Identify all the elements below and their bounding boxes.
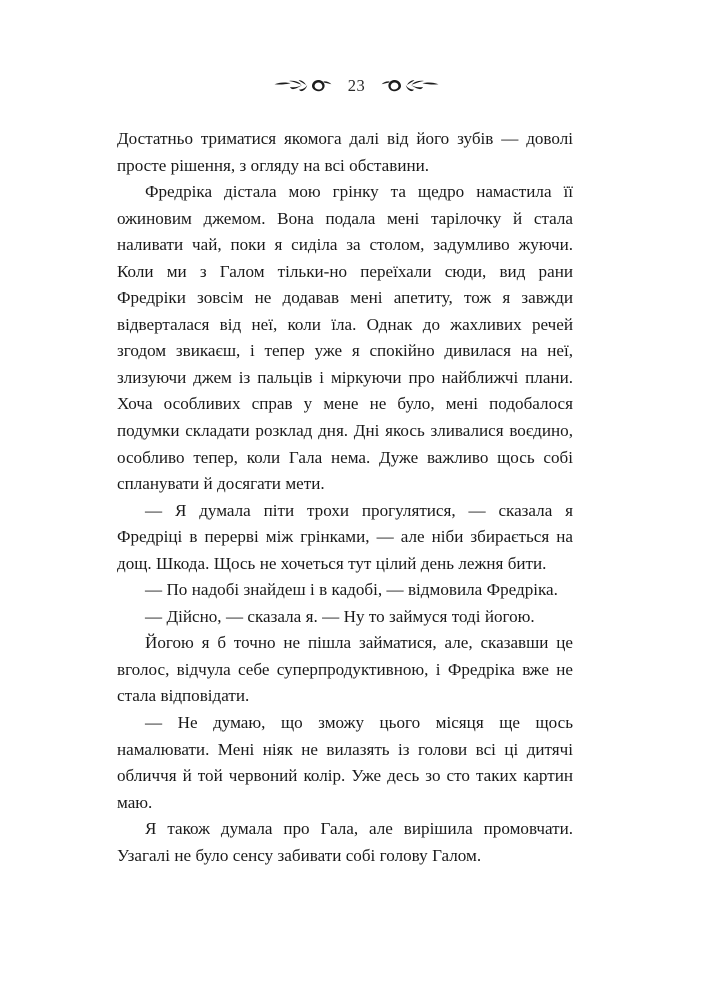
leaf-flourish-left-icon [274,78,332,94]
leaf-flourish-right-icon [381,78,439,94]
running-head [0,72,713,100]
paragraph: Йогою я б точно не пішла займатися, але, сказавши це вголос, відчула себе суперпродуктивною, і Фредріка вже не стала відповідати. [117,633,573,706]
paragraph: Я також думала про Гала, але вирішила промовчати. Узагалі не було сенсу забивати собі голову Галом. [117,819,573,865]
paragraph: Достатньо триматися якомога далі від його зубів — доволі просте рішення, з огляду на всі обставини. [117,129,573,175]
paragraph-dialogue: — Не думаю, що зможу цього місяця ще щось намалювати. Мені ніяк не вилазять із голови всі ці дитячі обличчя й той червоний колір. Уже десь зо сто таких картин маю. [117,713,573,812]
paragraph: Фредріка дістала мою грінку та щедро намастила її ожиновим джемом. Вона подала мені тарілочку й стала наливати чай, поки я сиділа за столом, задумливо жуючи. Коли ми з Галом тільки-но переїхали сюди, вид рани Фредріки зовсім не додавав мені апетиту, тож я завжди відверталася від неї, коли їла. Однак до жахливих речей згодом звикаєш, і тепер уже я спокійно дивилася на неї, злизуючи джем із пальців і міркуючи про найближчі плани. Хоча особливих справ у мене не було, мені подобалося подумки складати розклад дня. Дні якось зливалися воєдино, особливо тепер, коли Гала нема. Дуже важливо щось собі спланувати й досягати мети. [117,182,573,494]
paragraph-dialogue: — Я думала піти трохи прогулятися, — сказала я Фредріці в перерві між грінками, — але ніби збирається на дощ. Шкода. Щось не хочеться тут цілий день лежня бити. [117,500,573,573]
paragraph-dialogue: — Дійсно, — сказала я. — Ну то займуся тоді йогою. [145,606,535,626]
page-number: 23 [347,75,366,95]
body-text [117,126,573,869]
paragraph-dialogue: — По надобі знайдеш і в кадобі, — відмовила Фредріка. [145,580,558,600]
